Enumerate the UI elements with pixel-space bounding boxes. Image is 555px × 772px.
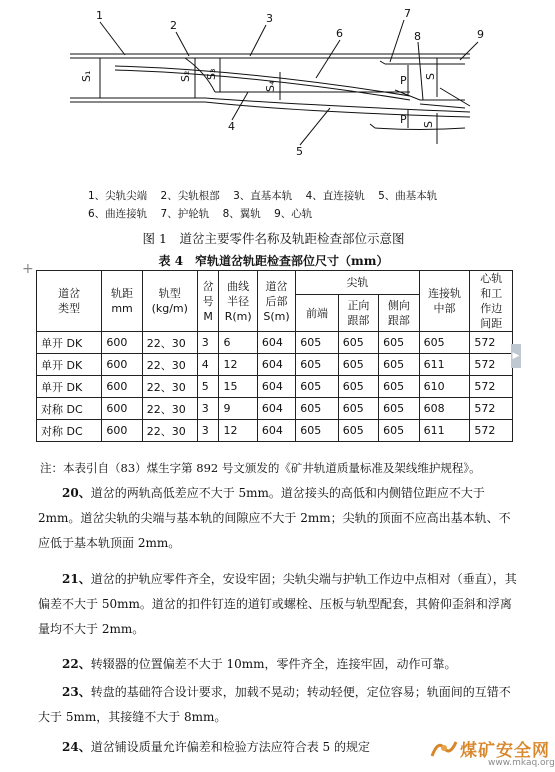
table-note: 注：本表引自（83）煤生字第 892 号文颁发的《矿井轨道质量标准及架线维护规程》。: [40, 461, 481, 475]
guard-rail-end: [380, 61, 385, 64]
turnout-diagram: [0, 0, 547, 175]
cell: 600: [102, 398, 142, 420]
label-3: 3: [266, 12, 273, 25]
col-header-point: 尖轨: [296, 271, 419, 295]
legend-item: 5、曲基本轨: [378, 190, 438, 202]
frog-rail: [420, 104, 465, 108]
dim-label-s4: S₄: [264, 80, 277, 92]
paragraph-21: [38, 567, 518, 642]
cell: 605: [338, 354, 378, 376]
col-header-side-heel: 侧向 跟部: [379, 295, 419, 332]
legend-item: 1、尖轨尖端: [88, 190, 148, 202]
watermark-text: 煤矿安全网: [460, 741, 550, 761]
paragraph-text: 转辍器的位置偏差不大于 10mm，零件齐全，连接牢固，动作可靠。: [90, 657, 457, 671]
cell: 6: [219, 332, 257, 354]
dim-label-s1: S₁: [80, 70, 93, 82]
cell: 22、30: [142, 376, 197, 398]
col-header-front: 前端: [296, 295, 339, 332]
cell: 604: [257, 376, 295, 398]
cell: 9: [219, 398, 257, 420]
table-row: [37, 354, 513, 376]
cell: 611: [419, 420, 470, 442]
curved-lead-rail-inner: [115, 70, 410, 100]
site-watermark: [430, 736, 555, 770]
legend-row-2: [88, 206, 322, 221]
turnout-gauge-table: [36, 270, 513, 442]
cell: 604: [257, 354, 295, 376]
cell: 600: [102, 376, 142, 398]
paragraph-number: 24、: [62, 740, 91, 754]
cell: 22、30: [142, 332, 197, 354]
cell: 610: [419, 376, 470, 398]
cell: 605: [379, 332, 419, 354]
dim-label-p: P: [400, 74, 407, 87]
cell: 605: [296, 420, 339, 442]
col-header-heel: 道岔 后部 S(m): [257, 271, 295, 332]
paragraph-text: 道岔的护轨应零件齐全，安设牢固；尖轨尖端与护轨工作边中点相对（垂直），其偏差不大于 50mm。道岔的扣件钉连的道钉或螺栓、压板与轨型配套，其俯仰歪斜和浮离量均不大于 2mm。: [38, 572, 517, 636]
cell: 3: [197, 398, 219, 420]
col-header-lead: 连接轨 中部: [419, 271, 470, 332]
col-header-frog: 心轨 和工 作边 间距: [470, 271, 513, 332]
cell: 12: [219, 420, 257, 442]
cell: 12: [219, 354, 257, 376]
cell: 572: [470, 376, 513, 398]
legend-item: 6、曲连接轨: [88, 208, 148, 220]
label-7: 7: [404, 7, 411, 20]
cell: 572: [470, 398, 513, 420]
col-header-rail: 轨型 (kg/m): [142, 271, 197, 332]
watermark-logo-icon: [430, 738, 458, 758]
label-8: 8: [414, 30, 421, 43]
label-5: 5: [296, 145, 303, 158]
table-row: [37, 376, 513, 398]
cell: 600: [102, 420, 142, 442]
cell: 15: [219, 376, 257, 398]
paragraph-number: 22、: [62, 657, 91, 671]
leader-3: [250, 25, 266, 56]
col-header-gauge: 轨距 mm: [102, 271, 142, 332]
cell: 605: [296, 376, 339, 398]
leader-9: [460, 42, 478, 60]
leader-1: [100, 22, 125, 55]
leader-7: [390, 20, 404, 62]
cell: 22、30: [142, 354, 197, 376]
dim-label-s3: S₃: [205, 68, 218, 80]
legend-item: 2、尖轨根部: [160, 190, 220, 202]
cell: 605: [296, 354, 339, 376]
table-header-row: [37, 271, 513, 295]
cell: 5: [197, 376, 219, 398]
tie-mark: [440, 88, 470, 106]
cell: 对称 DC: [37, 420, 102, 442]
figure-caption: 图 1 道岔主要零件名称及轨距检查部位示意图: [142, 231, 405, 246]
paragraph-text: 转盘的基础符合设计要求，加载不晃动；转动轻便，定位容易；轨面间的互错不大于 5mm，其接缝不大于 8mm。: [38, 685, 511, 724]
paragraph-number: 23、: [62, 685, 91, 699]
dim-label-s-low: S: [422, 121, 435, 128]
cell: 605: [338, 376, 378, 398]
cell: 605: [379, 398, 419, 420]
dim-label-s2: S₂: [179, 70, 192, 82]
cell: 3: [197, 332, 219, 354]
cell: 600: [102, 354, 142, 376]
paragraph-number: 20、: [62, 486, 91, 500]
page-next-arrow-icon[interactable]: ▶: [511, 344, 521, 368]
cell: 605: [296, 332, 339, 354]
cell: 604: [257, 420, 295, 442]
leader-5: [300, 108, 330, 145]
cell: 对称 DC: [37, 398, 102, 420]
cell: 600: [102, 332, 142, 354]
lower-guard-rail-end: [370, 124, 375, 128]
cell: 605: [338, 332, 378, 354]
cell: 572: [470, 332, 513, 354]
cell: 572: [470, 354, 513, 376]
lower-guard-rail: [375, 128, 465, 130]
label-4: 4: [228, 120, 235, 133]
legend-item: 8、翼轨: [222, 208, 261, 220]
legend-item: 3、直基本轨: [233, 190, 293, 202]
col-header-type: 道岔 类型: [37, 271, 102, 332]
label-1: 1: [96, 9, 103, 22]
cell: 611: [419, 354, 470, 376]
cell: 605: [379, 420, 419, 442]
paragraph-20: [38, 481, 518, 556]
label-6: 6: [336, 27, 343, 40]
cell: 572: [470, 420, 513, 442]
label-9: 9: [477, 28, 484, 41]
cell: 4: [197, 354, 219, 376]
table-row: [37, 420, 513, 442]
cell: 605: [379, 376, 419, 398]
watermark-url: www.mkaq.org: [488, 758, 555, 768]
curved-stock-rail-inner: [205, 102, 470, 117]
paragraph-22: [38, 652, 518, 677]
paragraph-number: 21、: [62, 572, 91, 586]
cell: 605: [338, 398, 378, 420]
leader-2: [176, 32, 189, 56]
cell: 605: [338, 420, 378, 442]
col-header-radius: 曲线 半径 R(m): [219, 271, 257, 332]
legend-item: 7、护轮轨: [160, 208, 210, 220]
cell: 604: [257, 332, 295, 354]
table-row: [37, 398, 513, 420]
cell: 22、30: [142, 420, 197, 442]
legend-row-1: [88, 188, 447, 203]
cell: 单开 DK: [37, 332, 102, 354]
paragraph-23: [38, 680, 518, 730]
legend-item: 4、直连接轨: [305, 190, 365, 202]
cell: 605: [419, 332, 470, 354]
leader-8: [418, 42, 423, 100]
legend-item: 9、心轨: [274, 208, 313, 220]
dim-label-p-low: P: [400, 113, 407, 126]
cell: 3: [197, 420, 219, 442]
cell: 单开 DK: [37, 376, 102, 398]
col-header-number: 岔 号 M: [197, 271, 219, 332]
label-2: 2: [170, 19, 177, 32]
cell: 604: [257, 398, 295, 420]
cell: 22、30: [142, 398, 197, 420]
cell: 608: [419, 398, 470, 420]
paragraph-text: 道岔的两轨高低差应不大于 5mm。道岔接头的高低和内侧错位距应不大于 2mm。道岔尖轨的尖端与基本轨的间隙应不大于 2mm；尖轨的顶面不应高出基本轨、不应低于基本轨顶面 2mm。: [38, 486, 511, 550]
paragraph-24: [38, 735, 458, 760]
crop-mark: +: [22, 261, 34, 277]
col-header-fwd-heel: 正向 跟部: [338, 295, 378, 332]
cell: 605: [296, 398, 339, 420]
cell: 单开 DK: [37, 354, 102, 376]
table-row: [37, 332, 513, 354]
paragraph-text: 道岔铺设质量允许偏差和检验方法应符合表 5 的规定: [90, 740, 370, 754]
leader-6: [316, 40, 340, 78]
cell: 605: [379, 354, 419, 376]
dim-label-s-top: S: [424, 73, 437, 80]
table-title: 表 4 窄轨道岔轨距检查部位尺寸（mm）: [158, 254, 389, 268]
